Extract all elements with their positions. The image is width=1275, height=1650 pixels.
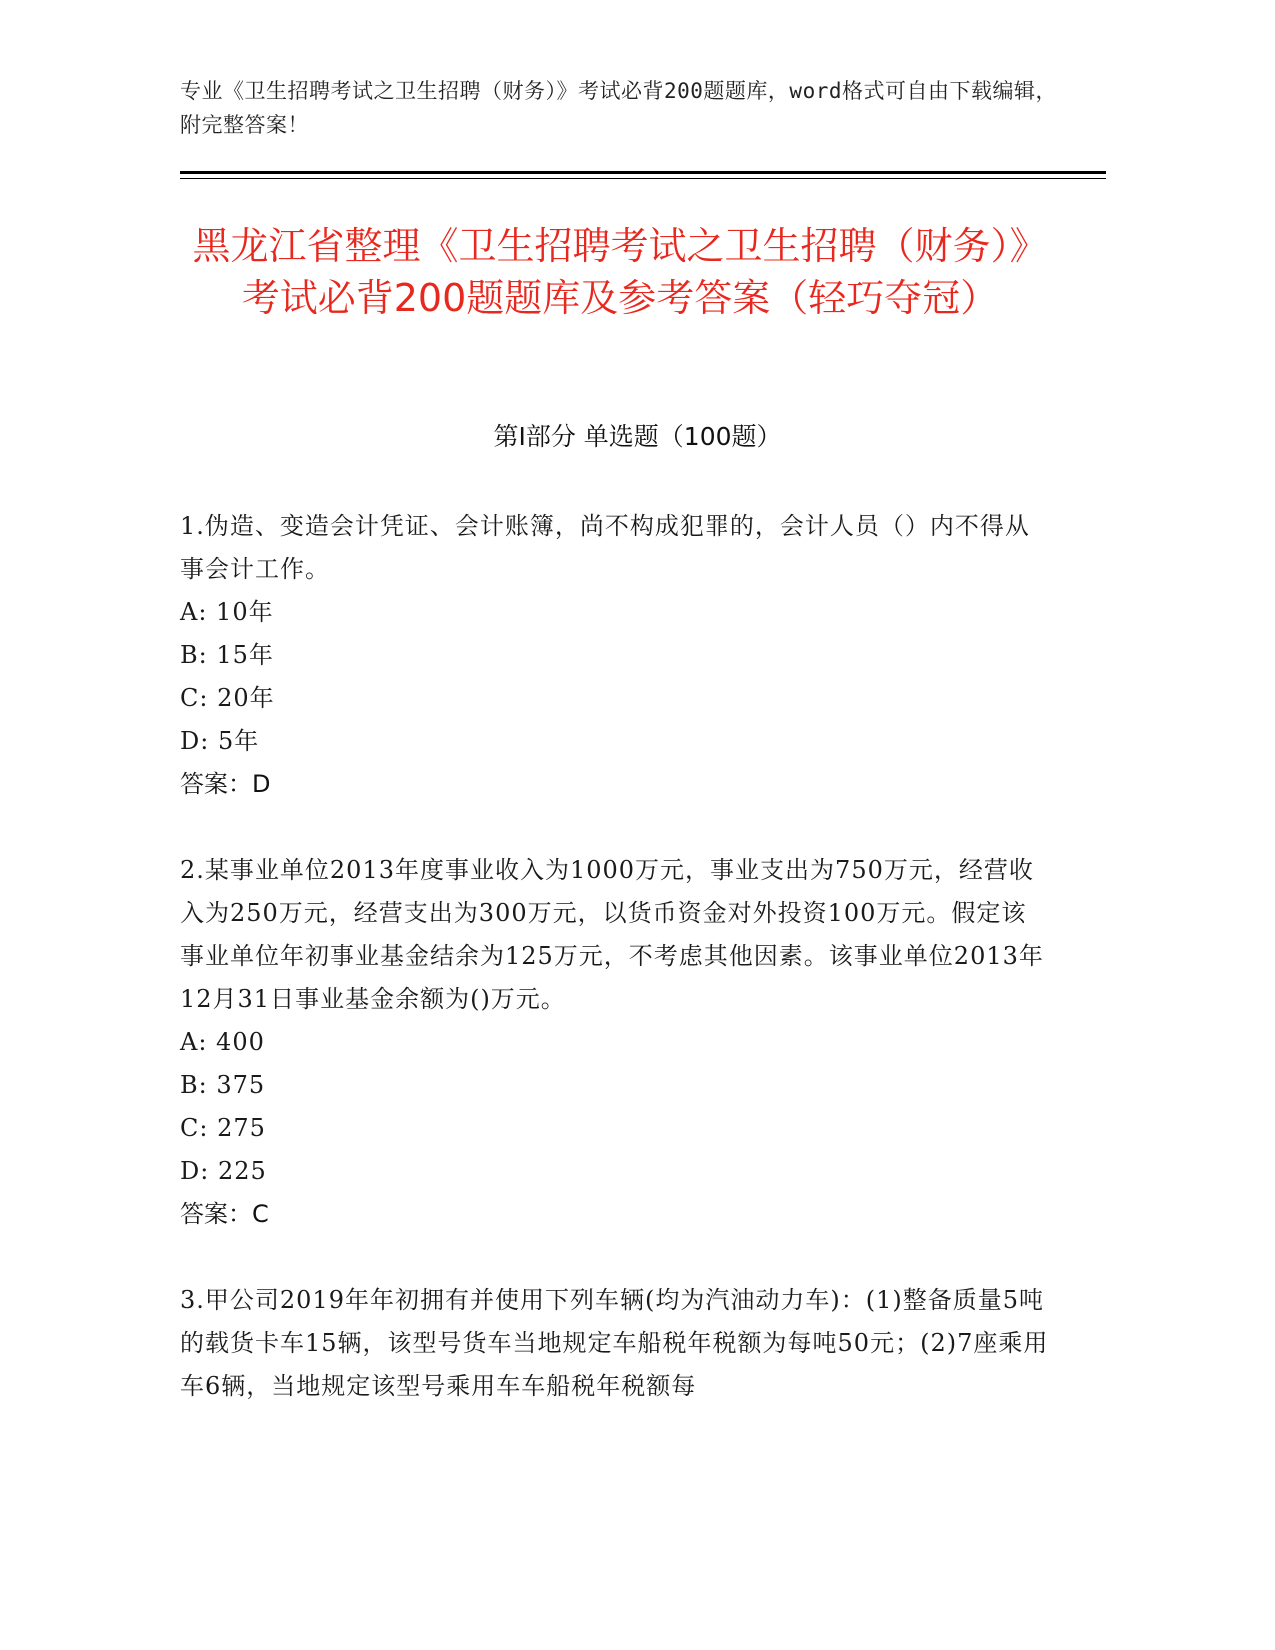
question-1 [180,505,1050,806]
question-stem: 2.某事业单位2013年度事业收入为1000万元，事业支出为750万元，经营收入为250万元，经营支出为300万元，以货币资金对外投资100万元。假定该事业单位年初事业基金结余为125万元，不考虑其他因素。该事业单位2013年12月31日事业基金余额为()万元。 [180,856,1044,1013]
question-stem: 1.伪造、变造会计凭证、会计账簿，尚不构成犯罪的，会计人员（）内不得从事会计工作。 [180,512,1030,583]
answer: 答案：D [180,770,271,798]
option-b: B: 375 [180,1071,266,1099]
answer: 答案：C [180,1200,269,1228]
option-d: D: 5年 [180,727,260,755]
document-title: 黑龙江省整理《卫生招聘考试之卫生招聘（财务）》考试必背200题题库及参考答案（轻巧夺冠） [192,224,1048,320]
option-c: C: 275 [180,1114,266,1142]
header-divider-thick [180,171,1106,174]
question-3 [180,1279,1050,1408]
option-b: B: 15年 [180,641,274,669]
option-a: A: 10年 [180,598,274,626]
header-divider-thin [180,178,1106,179]
question-2 [180,849,1050,1236]
question-stem: 3.甲公司2019年年初拥有并使用下列车辆(均为汽油动力车)：(1)整备质量5吨的载货卡车15辆，该型号货车当地规定车船税年税额为每吨50元；(2)7座乘用车6辆，当地规定该型号乘用车车船税年税额每 [180,1286,1049,1400]
section-heading: 第I部分 单选题（100题） [493,422,782,451]
option-a: A: 400 [180,1028,265,1056]
header-note: 专业《卫生招聘考试之卫生招聘（财务）》考试必背200题题库，word格式可自由下载编辑，附完整答案！ [180,79,1057,137]
option-d: D: 225 [180,1157,267,1185]
option-c: C: 20年 [180,684,275,712]
question-list [180,505,1050,1451]
